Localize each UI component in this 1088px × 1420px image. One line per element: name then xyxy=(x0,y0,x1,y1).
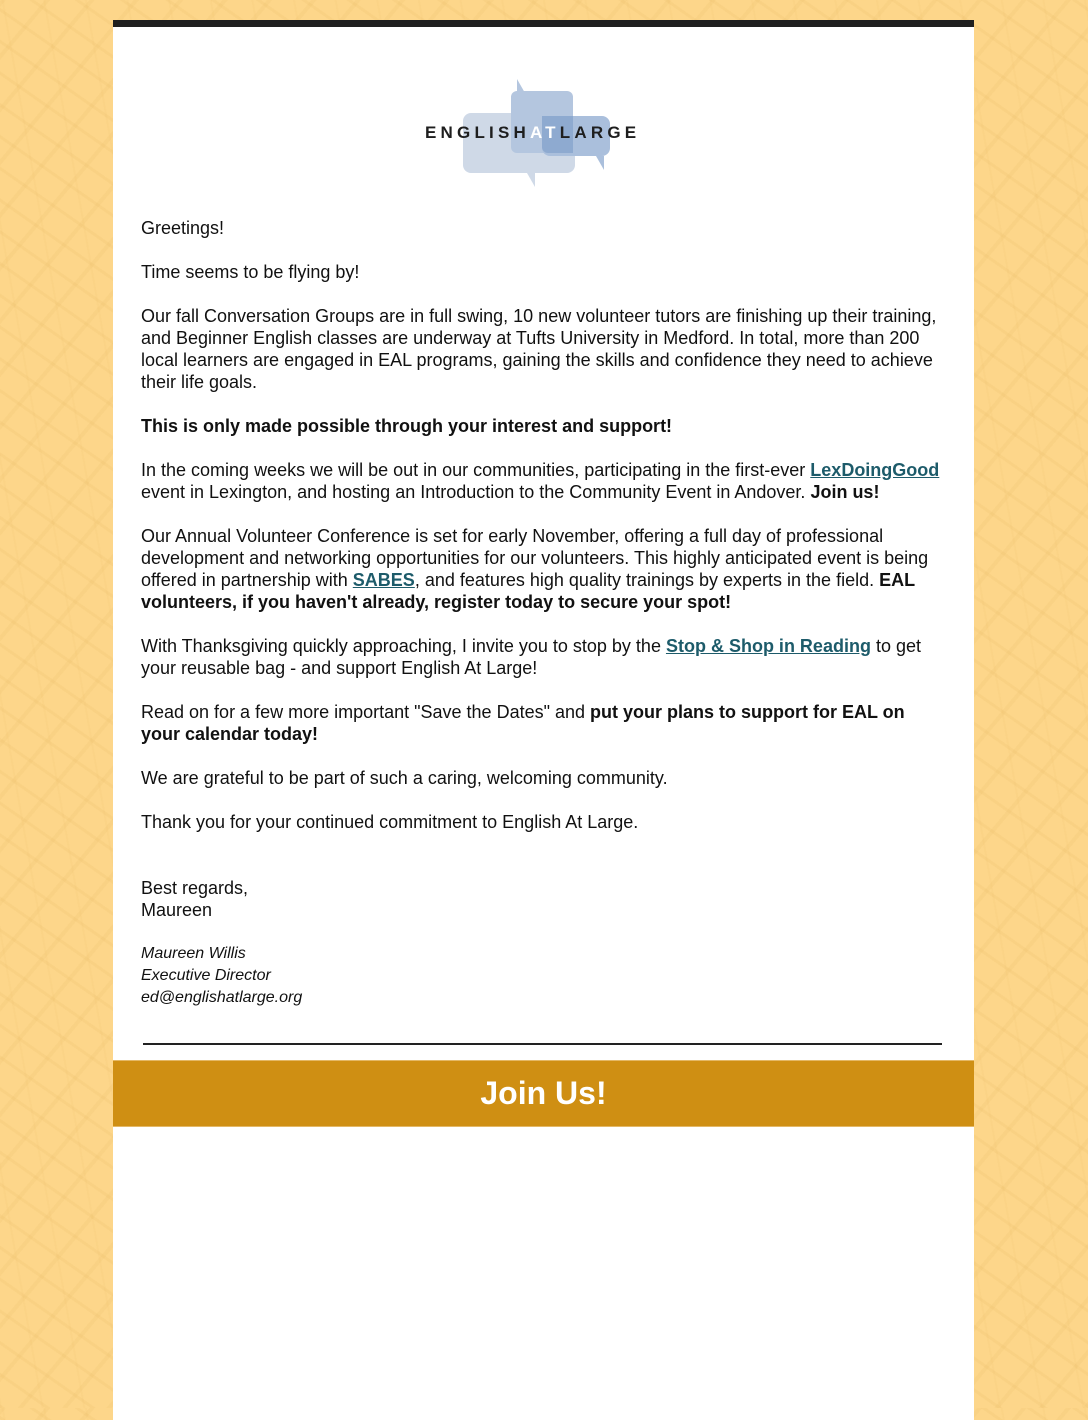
paragraph-events xyxy=(141,459,941,503)
greeting: Greetings! xyxy=(141,218,225,238)
closing xyxy=(141,877,941,921)
join-us-banner xyxy=(113,1060,974,1127)
logo-word-large: LARGE xyxy=(559,123,641,142)
support-emphasis: This is only made possible through your interest and support! xyxy=(141,416,673,436)
speech-bubble-tail-icon xyxy=(596,156,604,170)
events-text: In the coming weeks we will be out in our communities, participating in the first-ever xyxy=(141,460,811,480)
thanksgiving-text: With Thanksgiving quickly approaching, I invite you to stop by the xyxy=(141,636,666,656)
calendar-emphasis: put your plans to support for EAL on your calendar today! xyxy=(141,702,905,744)
save-dates-text: Read on for a few more important "Save the Dates" and xyxy=(141,702,591,722)
closing-text: Best regards, xyxy=(141,878,249,898)
events-text: event in Lexington, and hosting an Introduction to the Community Event in Andover. xyxy=(141,482,811,502)
paragraph-grateful: We are grateful to be part of such a caring, welcoming community. xyxy=(141,768,668,788)
speech-bubble-tail-icon xyxy=(527,173,535,187)
divider xyxy=(143,1043,942,1045)
paragraph-programs: Our fall Conversation Groups are in full swing, 10 new volunteer tutors are finishing up their training, and Beginner English classes are underway at Tufts University in Medford. In total, more than 200 local learners are engaged in EAL programs, gaining the skills and confidence they need to achieve their life goals. xyxy=(141,306,937,392)
register-emphasis: EAL volunteers, if you haven't already, register today to secure your spot! xyxy=(141,570,915,612)
newsletter-card xyxy=(113,20,974,1420)
logo-word-at: AT xyxy=(529,123,560,142)
signature-email[interactable]: ed@englishatlarge.org xyxy=(141,989,303,1006)
paragraph-save-dates xyxy=(141,701,941,745)
lexdoinggood-link[interactable]: LexDoingGood xyxy=(810,460,940,480)
logo-wordmark xyxy=(425,123,665,143)
signature-block xyxy=(141,943,941,1009)
paragraph-conference xyxy=(141,525,941,613)
paragraph-support xyxy=(141,415,941,437)
closing-name: Maureen xyxy=(141,900,213,920)
paragraph-thanks: Thank you for your continued commitment to English At Large. xyxy=(141,812,639,832)
thanksgiving-text: to get your reusable bag - and support English At Large! xyxy=(141,636,921,678)
conference-text: , and features high quality trainings by experts in the field. xyxy=(414,570,880,590)
paragraph-intro: Time seems to be flying by! xyxy=(141,262,360,282)
paragraph-thanksgiving xyxy=(141,635,941,679)
logo-word-english: ENGLISH xyxy=(425,123,530,142)
conference-text: Our Annual Volunteer Conference is set for early November, offering a full day of professional development and networking opportunities for our volunteers. This highly anticipated event is being offered in partnership with xyxy=(141,526,929,590)
english-at-large-logo[interactable] xyxy=(423,79,673,189)
stop-and-shop-link[interactable]: Stop & Shop in Reading xyxy=(665,636,871,656)
signature-title: Executive Director xyxy=(141,967,271,984)
sabes-link[interactable]: SABES xyxy=(352,570,415,590)
signature-name: Maureen Willis xyxy=(141,945,246,962)
join-us-emphasis: Join us! xyxy=(810,482,880,502)
letter-body xyxy=(141,217,941,1009)
join-us-heading: Join Us! xyxy=(480,1075,607,1111)
